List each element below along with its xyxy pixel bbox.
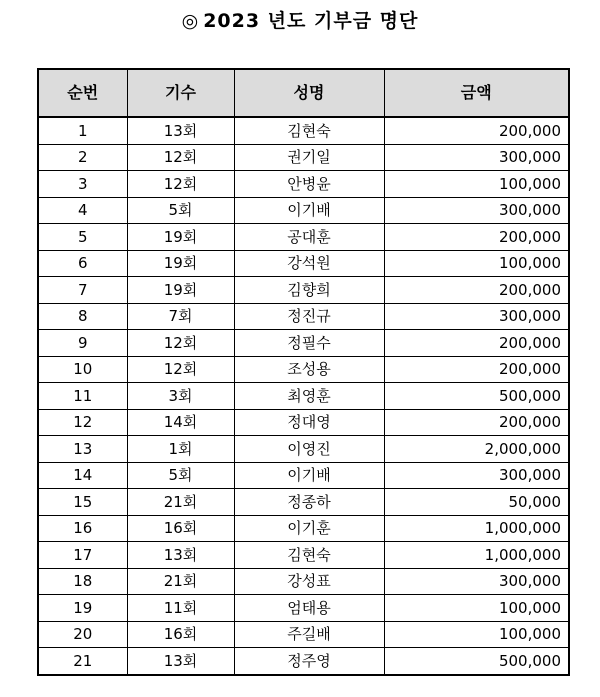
cell-number: 6: [38, 250, 127, 277]
circle-bullet-icon: ◎: [181, 10, 200, 32]
cell-name: 이기배: [234, 462, 384, 489]
cell-class: 3회: [127, 383, 234, 410]
table-row: [38, 356, 569, 383]
cell-class: 12회: [127, 171, 234, 198]
cell-name: 정필수: [234, 330, 384, 357]
cell-number: 15: [38, 489, 127, 516]
header-row: [38, 69, 569, 117]
table-row: [38, 568, 569, 595]
cell-class: 11회: [127, 595, 234, 622]
table-row: [38, 224, 569, 251]
cell-name: 주길배: [234, 621, 384, 648]
table-row: [38, 462, 569, 489]
cell-class: 16회: [127, 515, 234, 542]
cell-number: 16: [38, 515, 127, 542]
table-row: [38, 277, 569, 304]
table-header: [38, 69, 569, 117]
cell-number: 13: [38, 436, 127, 463]
page-title: [0, 6, 600, 33]
table-row: [38, 621, 569, 648]
cell-number: 19: [38, 595, 127, 622]
cell-amount: 200,000: [384, 330, 569, 357]
cell-class: 21회: [127, 568, 234, 595]
cell-amount: 300,000: [384, 144, 569, 171]
cell-name: 김향희: [234, 277, 384, 304]
cell-name: 최영훈: [234, 383, 384, 410]
cell-number: 1: [38, 117, 127, 144]
cell-number: 5: [38, 224, 127, 251]
cell-class: 12회: [127, 356, 234, 383]
cell-class: 19회: [127, 250, 234, 277]
cell-number: 12: [38, 409, 127, 436]
cell-class: 7회: [127, 303, 234, 330]
page-title-text: 2023 년도 기부금 명단: [203, 10, 419, 32]
cell-number: 7: [38, 277, 127, 304]
cell-name: 안병윤: [234, 171, 384, 198]
cell-name: 강성표: [234, 568, 384, 595]
cell-class: 1회: [127, 436, 234, 463]
cell-amount: 300,000: [384, 303, 569, 330]
cell-name: 김현숙: [234, 542, 384, 569]
cell-amount: 200,000: [384, 224, 569, 251]
cell-class: 13회: [127, 542, 234, 569]
cell-number: 8: [38, 303, 127, 330]
cell-name: 권기일: [234, 144, 384, 171]
header-number: 순번: [38, 69, 127, 117]
header-amount: 금액: [384, 69, 569, 117]
cell-class: 21회: [127, 489, 234, 516]
cell-amount: 50,000: [384, 489, 569, 516]
cell-name: 엄태용: [234, 595, 384, 622]
table-row: [38, 542, 569, 569]
cell-class: 14회: [127, 409, 234, 436]
cell-amount: 200,000: [384, 409, 569, 436]
cell-name: 정종하: [234, 489, 384, 516]
cell-name: 이기배: [234, 197, 384, 224]
donation-table: [37, 68, 570, 676]
cell-class: 5회: [127, 462, 234, 489]
table-row: [38, 489, 569, 516]
cell-number: 21: [38, 648, 127, 675]
cell-amount: 2,000,000: [384, 436, 569, 463]
cell-name: 정대영: [234, 409, 384, 436]
cell-name: 강석원: [234, 250, 384, 277]
cell-number: 10: [38, 356, 127, 383]
cell-amount: 300,000: [384, 568, 569, 595]
cell-amount: 100,000: [384, 171, 569, 198]
cell-class: 16회: [127, 621, 234, 648]
table-row: [38, 595, 569, 622]
table-row: [38, 197, 569, 224]
table-row: [38, 144, 569, 171]
table-row: [38, 250, 569, 277]
cell-name: 공대훈: [234, 224, 384, 251]
cell-amount: 1,000,000: [384, 542, 569, 569]
cell-amount: 1,000,000: [384, 515, 569, 542]
table-row: [38, 383, 569, 410]
cell-number: 18: [38, 568, 127, 595]
cell-number: 2: [38, 144, 127, 171]
cell-name: 이영진: [234, 436, 384, 463]
cell-class: 13회: [127, 117, 234, 144]
cell-class: 12회: [127, 330, 234, 357]
cell-name: 정주영: [234, 648, 384, 675]
cell-number: 17: [38, 542, 127, 569]
table-row: [38, 648, 569, 675]
cell-class: 19회: [127, 224, 234, 251]
cell-class: 5회: [127, 197, 234, 224]
cell-number: 4: [38, 197, 127, 224]
cell-class: 12회: [127, 144, 234, 171]
cell-number: 14: [38, 462, 127, 489]
cell-amount: 200,000: [384, 277, 569, 304]
cell-amount: 100,000: [384, 595, 569, 622]
cell-amount: 200,000: [384, 117, 569, 144]
cell-amount: 300,000: [384, 197, 569, 224]
table-body: [38, 117, 569, 675]
header-class: 기수: [127, 69, 234, 117]
cell-amount: 100,000: [384, 250, 569, 277]
cell-number: 3: [38, 171, 127, 198]
table-row: [38, 330, 569, 357]
cell-amount: 200,000: [384, 356, 569, 383]
cell-class: 19회: [127, 277, 234, 304]
table-row: [38, 117, 569, 144]
table-row: [38, 171, 569, 198]
cell-amount: 100,000: [384, 621, 569, 648]
cell-number: 9: [38, 330, 127, 357]
cell-name: 김현숙: [234, 117, 384, 144]
cell-number: 20: [38, 621, 127, 648]
cell-class: 13회: [127, 648, 234, 675]
table-row: [38, 515, 569, 542]
cell-number: 11: [38, 383, 127, 410]
table-row: [38, 303, 569, 330]
cell-name: 이기훈: [234, 515, 384, 542]
cell-amount: 500,000: [384, 383, 569, 410]
cell-name: 정진규: [234, 303, 384, 330]
cell-amount: 300,000: [384, 462, 569, 489]
header-name: 성명: [234, 69, 384, 117]
cell-amount: 500,000: [384, 648, 569, 675]
table-row: [38, 436, 569, 463]
table-row: [38, 409, 569, 436]
cell-name: 조성용: [234, 356, 384, 383]
